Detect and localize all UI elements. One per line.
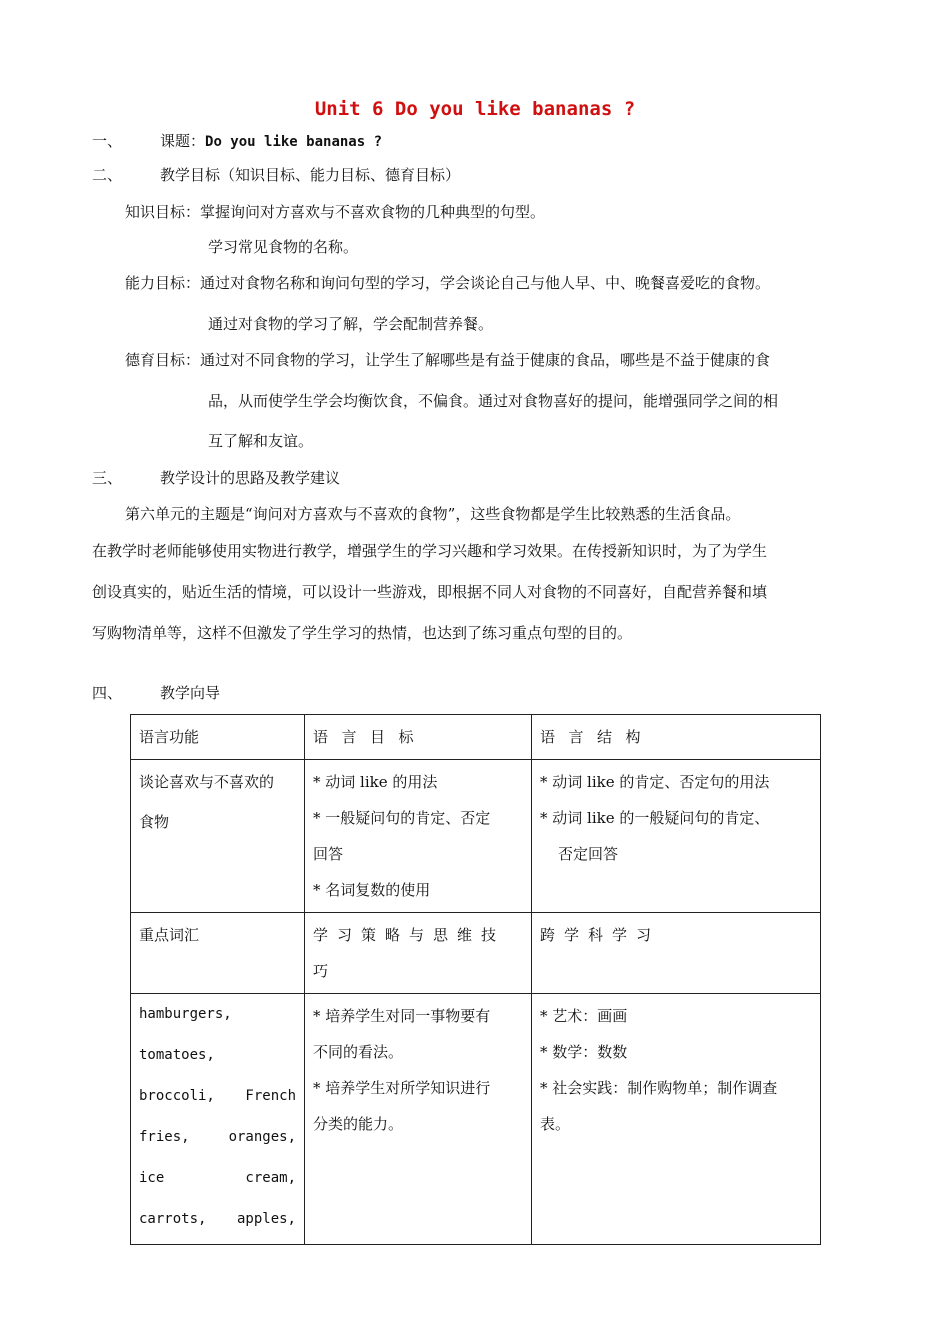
- section-1-number: 一、: [92, 132, 123, 150]
- cross-header-text: 跨学科学习: [540, 926, 661, 944]
- ability-text-1: 通过对食物名称和询问句型的学习，学会谈论自己与他人早、中、晚餐喜爱吃的食物。: [200, 274, 771, 292]
- header-function-text: 语言功能: [139, 728, 200, 746]
- function-cell: [131, 760, 305, 913]
- section-2-header: [0, 164, 950, 184]
- strategy-line-1: * 培养学生对同一事物要有: [313, 1007, 491, 1025]
- header-language-structure: [532, 715, 821, 760]
- section-1: [0, 130, 950, 150]
- table-header-row: [131, 715, 821, 760]
- section-3-paragraph-4: 写购物清单等，这样不但激发了学生学习的热情，也达到了练习重点句型的目的。: [92, 624, 633, 642]
- goal-cell: [305, 760, 532, 913]
- cross-line-4: 表。: [540, 1115, 571, 1133]
- moral-text-1: 通过对不同食物的学习，让学生了解哪些是有益于健康的食品，哪些是不益于健康的食: [200, 351, 771, 369]
- moral-text-2: 品，从而使学生学会均衡饮食，不偏食。通过对食物喜好的提问，能增强同学之间的相: [208, 392, 779, 410]
- structure-cell: [532, 760, 821, 913]
- vocab-row-2: [139, 1035, 296, 1076]
- section-4-header: [0, 682, 950, 702]
- vocab-word: broccoli,: [139, 1088, 215, 1104]
- vocab-word: French: [245, 1088, 296, 1104]
- header-structure-text: 语言结构: [540, 728, 655, 746]
- section-4-heading: 教学向导: [160, 684, 221, 702]
- vocab-row-6: [139, 1199, 296, 1240]
- strategy-line-3: * 培养学生对所学知识进行: [313, 1079, 491, 1097]
- moral-goal: [125, 349, 770, 370]
- vocab-word: carrots,: [139, 1211, 207, 1227]
- strategy-line-2: 不同的看法。: [313, 1043, 404, 1061]
- structure-line-2: * 动词 like 的一般疑问句的肯定、: [540, 809, 770, 827]
- strategy-line-4: 分类的能力。: [313, 1115, 404, 1133]
- table-row: [131, 994, 821, 1245]
- header-goal-text: 语言目标: [313, 728, 428, 746]
- header-key-vocab: [131, 913, 305, 994]
- vocab-word: ice: [139, 1170, 165, 1186]
- moral-text-3: 互了解和友谊。: [208, 432, 314, 450]
- section-3-heading: 教学设计的思路及教学建议: [160, 469, 341, 487]
- table-row: [131, 760, 821, 913]
- section-1-value: Do you like bananas ?: [205, 134, 383, 150]
- ability-label: 能力目标：: [125, 274, 201, 292]
- strategy-header-line-2: 巧: [313, 962, 329, 980]
- structure-line-1: * 动词 like 的肯定、否定句的用法: [540, 773, 770, 791]
- header-language-goal: [305, 715, 532, 760]
- vocab-word: tomatoes,: [139, 1047, 215, 1063]
- goal-line-2: * 一般疑问句的肯定、否定: [313, 809, 491, 827]
- vocab-row-4: [139, 1117, 296, 1158]
- knowledge-text-1: 掌握询问对方喜欢与不喜欢食物的几种典型的句型。: [200, 203, 546, 221]
- ability-text-2: 通过对食物的学习了解，学会配制营养餐。: [208, 315, 494, 333]
- section-3-paragraph-2: 在教学时老师能够使用实物进行教学，增强学生的学习兴趣和学习效果。在传授新知识时，为了为学生: [92, 542, 768, 560]
- vocab-row-1: [139, 994, 296, 1035]
- knowledge-label: 知识目标：: [125, 203, 201, 221]
- header-strategy: [305, 913, 532, 994]
- header-cross-subject: [532, 913, 821, 994]
- table-subheader-row: [131, 913, 821, 994]
- header-language-function: [131, 715, 305, 760]
- ability-goal: [125, 272, 770, 293]
- vocab-row-3: [139, 1076, 296, 1117]
- strategy-cell: [305, 994, 532, 1245]
- knowledge-text-2: 学习常见食物的名称。: [208, 238, 359, 256]
- cross-subject-cell: [532, 994, 821, 1245]
- vocab-header-text: 重点词汇: [139, 926, 200, 944]
- section-2-heading: 教学目标（知识目标、能力目标、德育目标）: [160, 166, 461, 184]
- section-1-label: 课题：: [160, 132, 206, 150]
- cross-line-3: * 社会实践：制作购物单；制作调查: [540, 1079, 778, 1097]
- section-3-paragraph-3: 创设真实的，贴近生活的情境，可以设计一些游戏，即根据不同人对食物的不同喜好，自配营养餐和填: [92, 583, 768, 601]
- section-2-number: 二、: [92, 166, 123, 184]
- section-3-header: [0, 467, 950, 487]
- vocab-cell: [131, 994, 305, 1245]
- section-3-paragraph-1: 第六单元的主题是“询问对方喜欢与不喜欢的食物”，这些食物都是学生比较熟悉的生活食品。: [125, 505, 741, 523]
- cross-line-2: * 数学：数数: [540, 1043, 628, 1061]
- function-line-2: 食物: [139, 813, 170, 831]
- section-4-number: 四、: [92, 684, 123, 702]
- section-3-number: 三、: [92, 469, 123, 487]
- strategy-header-line-1: 学习策略与思维技: [313, 926, 506, 944]
- function-line-1: 谈论喜欢与不喜欢的: [139, 773, 275, 791]
- vocab-word: cream,: [245, 1170, 296, 1186]
- knowledge-goal: [125, 201, 545, 222]
- vocab-row-5: [139, 1158, 296, 1199]
- page-title: Unit 6 Do you like bananas ?: [314, 98, 636, 120]
- goal-line-1: * 动词 like 的用法: [313, 773, 438, 791]
- vocab-word: oranges,: [228, 1129, 296, 1145]
- moral-label: 德育目标：: [125, 351, 201, 369]
- teaching-guide-table: [130, 714, 821, 1245]
- structure-line-3: 否定回答: [558, 845, 619, 863]
- goal-line-4: * 名词复数的使用: [313, 881, 431, 899]
- section-1-heading: [160, 130, 382, 151]
- vocab-word: fries,: [139, 1129, 190, 1145]
- vocab-word: apples,: [236, 1211, 296, 1227]
- vocab-word: hamburgers,: [139, 1006, 232, 1022]
- cross-line-1: * 艺术：画画: [540, 1007, 628, 1025]
- goal-line-3: 回答: [313, 845, 344, 863]
